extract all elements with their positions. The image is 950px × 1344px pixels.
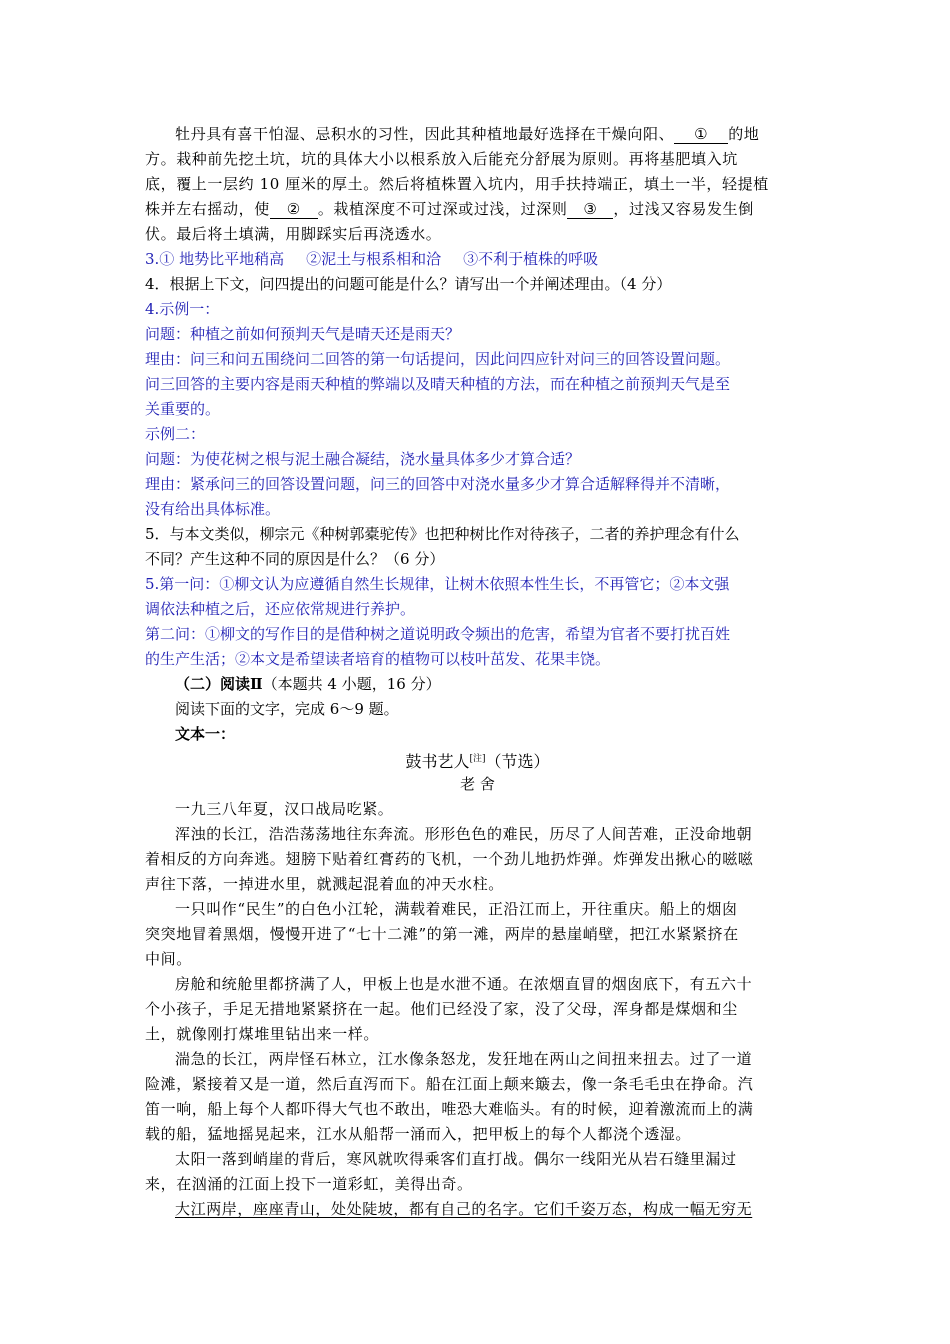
passage-line: 牡丹具有喜干怕湿、忌积水的习性，因此其种植地最好选择在干燥向阳、 ① 的地 [175,125,760,143]
story-line: 来，在汹涌的江面上投下一道彩虹，美得出奇。 [145,1175,473,1193]
blank-1: ① [674,125,728,144]
story-line: 一九三八年夏，汉口战局吃紧。 [175,800,394,818]
question-4: 4．根据上下文，问四提出的问题可能是什么？请写出一个并阐述理由。（4 分） [145,275,672,293]
story-line: 湍急的长江，两岸怪石林立，江水像条怒龙，发狂地在两山之间扭来扭去。过了一道 [175,1050,753,1068]
passage-line: 伏。最后将土填满，用脚踩实后再浇透水。 [145,225,442,243]
story-line: 声往下落，一掉进水里，就溅起混着血的冲天水柱。 [145,875,504,893]
text-label: 文本一： [175,725,236,743]
answer-5: 5.第一问：①柳文认为应遵循自然生长规律，让树木依照本性生长，不再管它；②本文强 [145,575,730,593]
blank-3: ③ [567,200,613,219]
story-line: 险滩，紧接着又是一道，然后直泻而下。船在江面上颠来簸去，像一条毛毛虫在挣命。汽 [145,1075,754,1093]
document-page [145,122,810,1222]
answer-5: 调依法种植之后，还应依常规进行养护。 [145,600,416,618]
story-line: 中间。 [145,950,192,968]
story-line: 一只叫作“民生”的白色小江轮，满载着难民，正沿江而上，开往重庆。船上的烟囱 [175,900,738,918]
answer-4-heading-2: 示例二： [145,425,206,443]
section-instruction: 阅读下面的文字，完成 6～9 题。 [175,700,399,718]
answer-4-heading: 4.示例一： [145,300,220,318]
story-title: 鼓书艺人[注]（节选） [405,752,550,771]
story-line: 着相反的方向奔逃。翅膀下贴着红膏药的飞机，一个劲儿地扔炸弹。炸弹发出揪心的嗞嗞 [145,850,754,868]
answer-4-reason-2: 没有给出具体标准。 [145,500,281,518]
question-5: 5．与本文类似，柳宗元《种树郭橐驼传》也把种树比作对待孩子，二者的养护理念有什么 [145,525,740,543]
story-line: 个小孩子，手足无措地紧紧挤在一起。他们已经没了家，没了父母，浑身都是煤烟和尘 [145,1000,738,1018]
answer-5: 第二问：①柳文的写作目的是借种树之道说明政令频出的危害，希望为官者不要打扰百姓 [145,625,731,643]
story-line: 笛一响，船上每个人都吓得大气也不敢出，唯恐大难临头。有的时候，迎着激流而上的满 [145,1100,754,1118]
story-author: 老 舍 [460,775,495,793]
passage-line: 方。栽种前先挖土坑，坑的具体大小以根系放入后能充分舒展为原则。再将基肥填入坑 [145,150,738,168]
blank-2: ② [270,200,318,219]
story-line: 突突地冒着黑烟，慢慢开进了“七十二滩”的第一滩，两岸的悬崖峭壁，把江水紧紧挤在 [145,925,739,943]
passage-line: 底，覆上一层约 10 厘米的厚土。然后将植株置入坑内，用手扶持端正，填土一半，轻提植 [145,175,769,193]
story-line: 土，就像刚打煤堆里钻出来一样。 [145,1025,380,1043]
story-line: 房舱和统舱里都挤满了人，甲板上也是水泄不通。在浓烟直冒的烟囱底下，有五六十 [175,975,753,993]
answer-4-reason-1: 问三回答的主要内容是雨天种植的弊端以及晴天种植的方法，而在种植之前预判天气是至 [145,375,731,393]
question-5: 不同？产生这种不同的原因是什么？（6 分） [145,550,445,568]
story-line: 太阳一落到峭崖的背后，寒风就吹得乘客们直打战。偶尔一线阳光从岩石缝里漏过 [175,1150,737,1168]
story-line: 载的船，猛地摇晃起来，江水从船帮一涌而入，把甲板上的每个人都浇个透湿。 [145,1125,692,1143]
answer-5: 的生产生活；②本文是希望读者培育的植物可以枝叶茁发、花果丰饶。 [145,650,611,668]
answer-4-question-1: 问题：种植之前如何预判天气是晴天还是雨天？ [145,325,461,343]
answer-4-question-2: 问题：为使花树之根与泥土融合凝结，浇水量具体多少才算合适？ [145,450,581,468]
answer-3: 3.① 地势比平地稍高 ②泥土与根系相和洽 ③不利于植株的呼吸 [145,250,599,268]
section-heading: （二）阅读Ⅱ（本题共 4 小题，16 分） [175,675,441,693]
answer-4-reason-2: 理由：紧承问三的回答设置问题，问三的回答中对浇水量多少才算合适解释得并不清晰， [145,475,731,493]
answer-4-reason-1: 关重要的。 [145,400,221,418]
answer-4-reason-1: 理由：问三和问五围绕问二回答的第一句话提问，因此问四应针对问三的回答设置问题。 [145,350,731,368]
passage-line: 株并左右摇动，使 ② 。栽植深度不可过深或过浅，过深则 ③ ，过浅又容易发生倒 [145,200,754,218]
note-marker: [注] [469,754,486,764]
story-line: 浑浊的长江，浩浩荡荡地往东奔流。形形色色的难民，历尽了人间苦难，正没命地朝 [175,825,753,843]
story-line-underlined: 大江两岸，座座青山，处处陡坡，都有自己的名字。它们千姿万态，构成一幅无穷无 [175,1200,753,1218]
